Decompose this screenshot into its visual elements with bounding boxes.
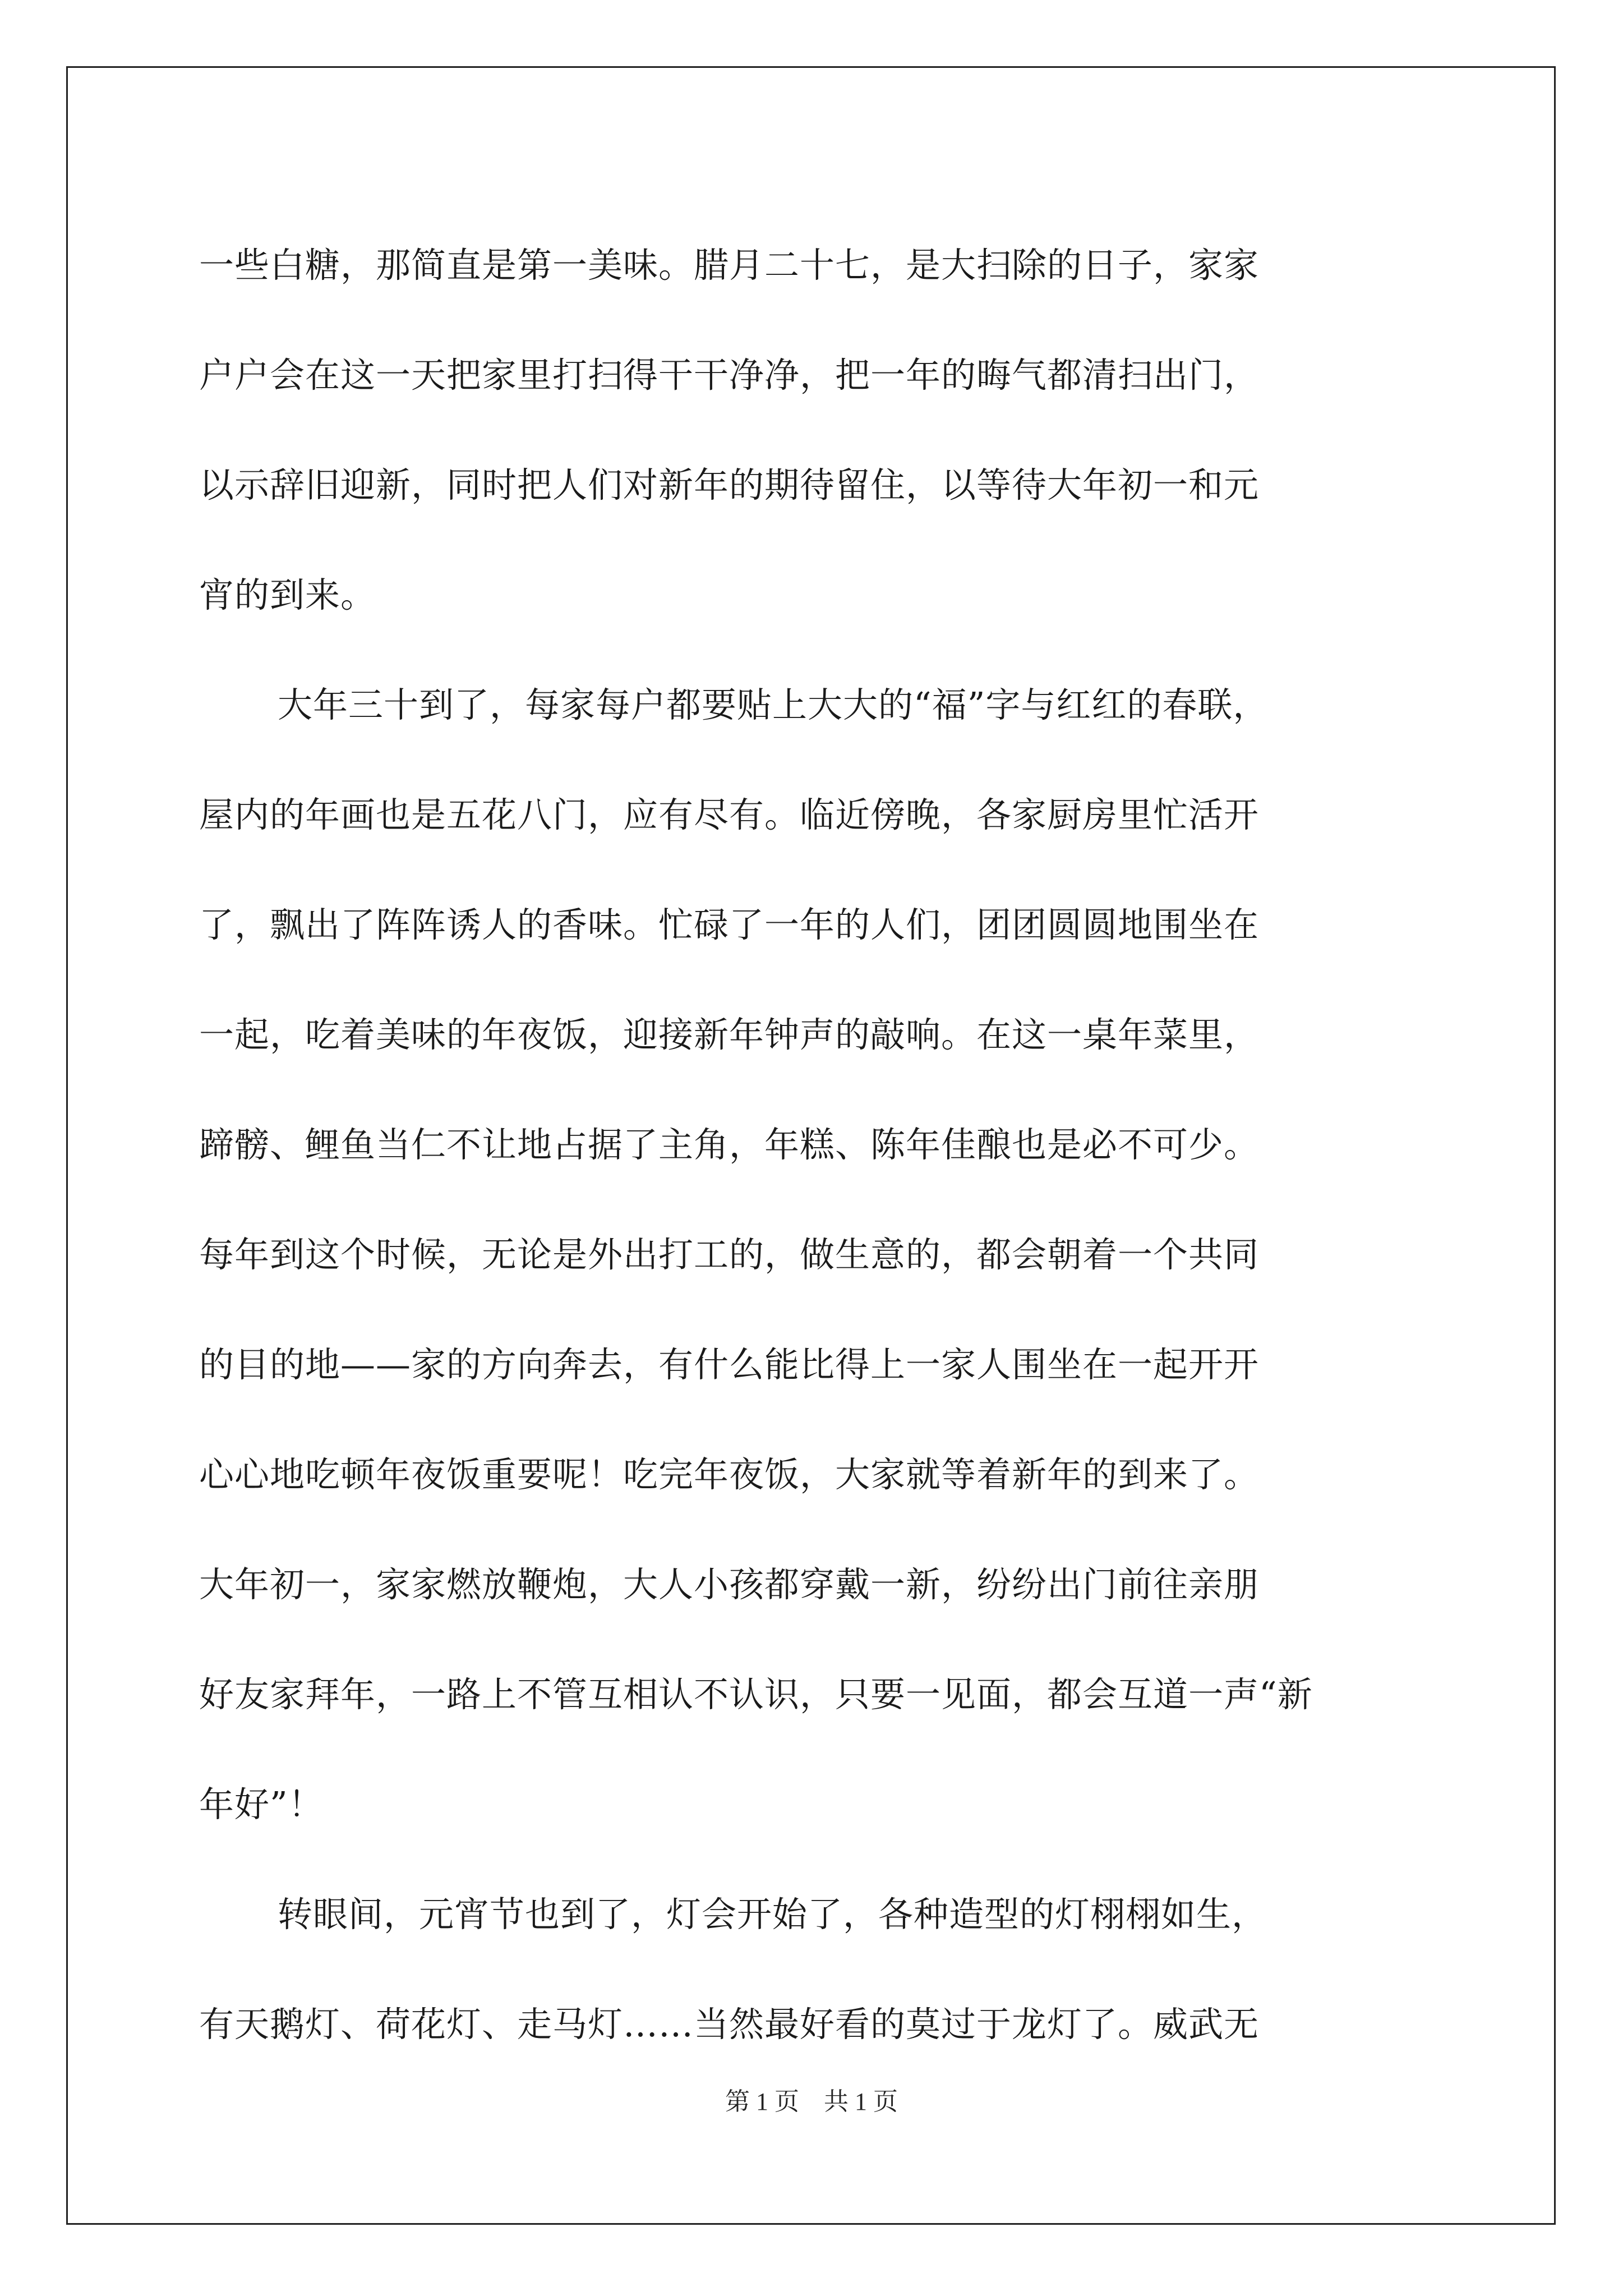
document-body xyxy=(199,210,1461,2079)
text-line: 宵的到来。 xyxy=(199,574,376,615)
text-line: 了，飘出了阵阵诱人的香味。忙碌了一年的人们，团团圆圆地围坐在 xyxy=(199,904,1260,945)
paragraph-first-line: 大年三十到了，每家每户都要贴上大大的“福”字与红红的春联， xyxy=(278,684,1269,725)
text-line: 有天鹅灯、荷花灯、走马灯……当然最好看的莫过于龙灯了。威武无 xyxy=(199,2004,1260,2045)
text-line: 大年初一，家家燃放鞭炮，大人小孩都穿戴一新，纷纷出门前往亲朋 xyxy=(199,1564,1260,1605)
text-line: 好友家拜年，一路上不管互相认不认识，只要一见面，都会互道一声“新 xyxy=(199,1674,1313,1715)
text-line: 以示辞旧迎新，同时把人们对新年的期待留住，以等待大年初一和元 xyxy=(199,464,1260,505)
text-line: 户户会在这一天把家里打扫得干干净净，把一年的晦气都清扫出门， xyxy=(199,355,1260,395)
text-line: 一些白糖，那简直是第一美味。腊月二十七，是大扫除的日子，家家 xyxy=(199,245,1260,286)
text-line: 蹄髈、鲤鱼当仁不让地占据了主角，年糕、陈年佳酿也是必不可少。 xyxy=(199,1124,1260,1165)
text-line: 的目的地——家的方向奔去，有什么能比得上一家人围坐在一起开开 xyxy=(199,1344,1260,1385)
page-number-footer: 第 1 页 共 1 页 xyxy=(725,2088,898,2115)
paragraph-first-line: 转眼间，元宵节也到了，灯会开始了，各种造型的灯栩栩如生， xyxy=(278,1894,1267,1935)
text-line: 每年到这个时候，无论是外出打工的，做生意的，都会朝着一个共同 xyxy=(199,1234,1260,1275)
text-line: 屋内的年画也是五花八门，应有尽有。临近傍晚，各家厨房里忙活开 xyxy=(199,794,1260,835)
text-line: 年好”！ xyxy=(199,1784,324,1825)
text-line: 心心地吃顿年夜饭重要呢！吃完年夜饭，大家就等着新年的到来了。 xyxy=(199,1454,1260,1495)
text-line: 一起，吃着美味的年夜饭，迎接新年钟声的敲响。在这一桌年菜里， xyxy=(199,1014,1260,1055)
